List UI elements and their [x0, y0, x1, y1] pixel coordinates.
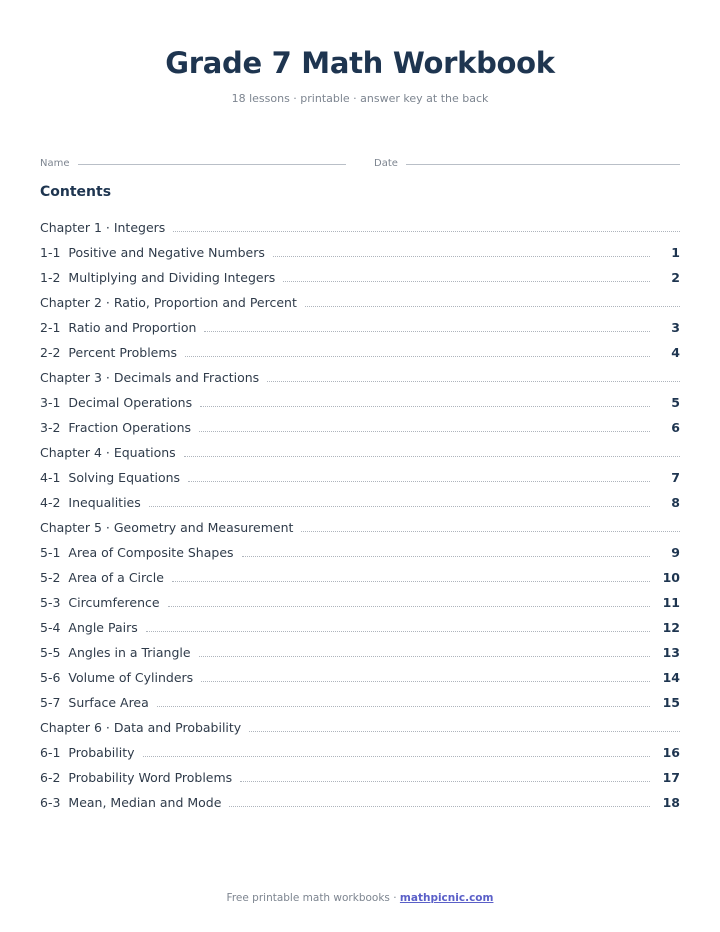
dot-leader [149, 506, 650, 507]
page-number: 8 [671, 495, 680, 510]
dot-leader [267, 381, 680, 382]
page-subtitle: 18 lessons · printable · answer key at the back [231, 92, 489, 105]
page-title: Grade 7 Math Workbook [165, 46, 555, 80]
name-line[interactable] [78, 164, 346, 165]
lesson-number: 6-1 [40, 745, 61, 760]
dot-leader [188, 481, 650, 482]
lesson-title: Probability [68, 745, 135, 760]
name-field[interactable] [40, 154, 346, 170]
dot-leader [173, 231, 680, 232]
dot-leader [240, 781, 650, 782]
date-field[interactable] [374, 154, 680, 170]
lesson-title: Surface Area [68, 695, 149, 710]
toc-chapter-row [40, 715, 680, 740]
chapter-title: Chapter 1 · Integers [40, 220, 166, 235]
page-number: 3 [671, 320, 680, 335]
lesson-title: Probability Word Problems [68, 770, 233, 785]
lesson-number: 1-1 [40, 245, 61, 260]
toc-lesson-row[interactable] [40, 615, 680, 640]
lesson-title: Area of a Circle [68, 570, 164, 585]
toc-lesson-row[interactable] [40, 490, 680, 515]
dot-leader [249, 731, 680, 732]
page-number: 13 [662, 645, 680, 660]
toc-chapter-row [40, 215, 680, 240]
contents-heading: Contents [40, 184, 112, 200]
lesson-number: 4-2 [40, 495, 61, 510]
lesson-number: 2-2 [40, 345, 61, 360]
lesson-title: Percent Problems [68, 345, 178, 360]
toc-chapter-row [40, 440, 680, 465]
lesson-title: Ratio and Proportion [68, 320, 197, 335]
toc-lesson-row[interactable] [40, 465, 680, 490]
dot-leader [283, 281, 650, 282]
dot-leader [301, 531, 680, 532]
page-number: 1 [671, 245, 680, 260]
toc-lesson-row[interactable] [40, 565, 680, 590]
page-number: 16 [662, 745, 680, 760]
dot-leader [229, 806, 650, 807]
lesson-title: Fraction Operations [68, 420, 192, 435]
dot-leader [146, 631, 650, 632]
lesson-number: 2-1 [40, 320, 61, 335]
toc-lesson-row[interactable] [40, 415, 680, 440]
chapter-title: Chapter 6 · Data and Probability [40, 720, 242, 735]
page-number: 2 [671, 270, 680, 285]
footer-text: Free printable math workbooks · [226, 892, 400, 904]
dot-leader [200, 406, 650, 407]
dot-leader [168, 606, 650, 607]
chapter-title: Chapter 5 · Geometry and Measurement [40, 520, 294, 535]
toc-lesson-row[interactable] [40, 315, 680, 340]
page-number: 5 [671, 395, 680, 410]
page-number: 15 [662, 695, 680, 710]
date-label: Date [374, 158, 398, 169]
dot-leader [185, 356, 650, 357]
page-number: 6 [671, 420, 680, 435]
footer-link[interactable]: mathpicnic.com [399, 892, 494, 904]
toc-lesson-row[interactable] [40, 240, 680, 265]
page-number: 18 [662, 795, 680, 810]
page-number: 14 [662, 670, 680, 685]
lesson-title: Angle Pairs [68, 620, 138, 635]
lesson-title: Positive and Negative Numbers [68, 245, 265, 260]
footer [0, 892, 720, 904]
lesson-title: Angles in a Triangle [68, 645, 191, 660]
toc-lesson-row[interactable] [40, 640, 680, 665]
lesson-title: Solving Equations [68, 470, 181, 485]
page-number: 11 [662, 595, 680, 610]
lesson-number: 1-2 [40, 270, 61, 285]
toc-lesson-row[interactable] [40, 790, 680, 815]
page-number: 7 [671, 470, 680, 485]
lesson-number: 5-7 [40, 695, 61, 710]
dot-leader [242, 556, 650, 557]
page-number: 9 [671, 545, 680, 560]
dot-leader [201, 681, 650, 682]
lesson-number: 5-6 [40, 670, 61, 685]
lesson-number: 3-2 [40, 420, 61, 435]
lesson-title: Area of Composite Shapes [68, 545, 234, 560]
dot-leader [305, 306, 680, 307]
toc-chapter-row [40, 290, 680, 315]
toc-lesson-row[interactable] [40, 740, 680, 765]
lesson-number: 4-1 [40, 470, 61, 485]
lesson-title: Inequalities [68, 495, 141, 510]
dot-leader [157, 706, 650, 707]
dot-leader [199, 431, 650, 432]
page-number: 17 [662, 770, 680, 785]
page-number: 10 [662, 570, 680, 585]
date-line[interactable] [406, 164, 680, 165]
dot-leader [204, 331, 650, 332]
toc-lesson-row[interactable] [40, 265, 680, 290]
lesson-number: 3-1 [40, 395, 61, 410]
chapter-title: Chapter 4 · Equations [40, 445, 176, 460]
lesson-number: 5-2 [40, 570, 61, 585]
page-number: 4 [671, 345, 680, 360]
toc-lesson-row[interactable] [40, 765, 680, 790]
lesson-number: 5-3 [40, 595, 61, 610]
toc-chapter-row [40, 515, 680, 540]
page-number: 12 [662, 620, 680, 635]
table-of-contents [40, 215, 680, 815]
toc-lesson-row[interactable] [40, 690, 680, 715]
dot-leader [143, 756, 651, 757]
dot-leader [199, 656, 650, 657]
toc-lesson-row[interactable] [40, 540, 680, 565]
dot-leader [273, 256, 650, 257]
dot-leader [172, 581, 650, 582]
lesson-number: 5-1 [40, 545, 61, 560]
lesson-title: Multiplying and Dividing Integers [68, 270, 276, 285]
toc-chapter-row [40, 365, 680, 390]
toc-lesson-row[interactable] [40, 590, 680, 615]
lesson-title: Mean, Median and Mode [68, 795, 222, 810]
lesson-title: Decimal Operations [68, 395, 193, 410]
lesson-number: 6-2 [40, 770, 61, 785]
lesson-number: 6-3 [40, 795, 61, 810]
chapter-title: Chapter 3 · Decimals and Fractions [40, 370, 260, 385]
toc-lesson-row[interactable] [40, 665, 680, 690]
chapter-title: Chapter 2 · Ratio, Proportion and Percent [40, 295, 297, 310]
dot-leader [184, 456, 680, 457]
lesson-number: 5-5 [40, 645, 61, 660]
lesson-number: 5-4 [40, 620, 61, 635]
toc-lesson-row[interactable] [40, 340, 680, 365]
lesson-title: Volume of Cylinders [68, 670, 194, 685]
lesson-title: Circumference [68, 595, 160, 610]
toc-lesson-row[interactable] [40, 390, 680, 415]
name-label: Name [40, 158, 70, 169]
